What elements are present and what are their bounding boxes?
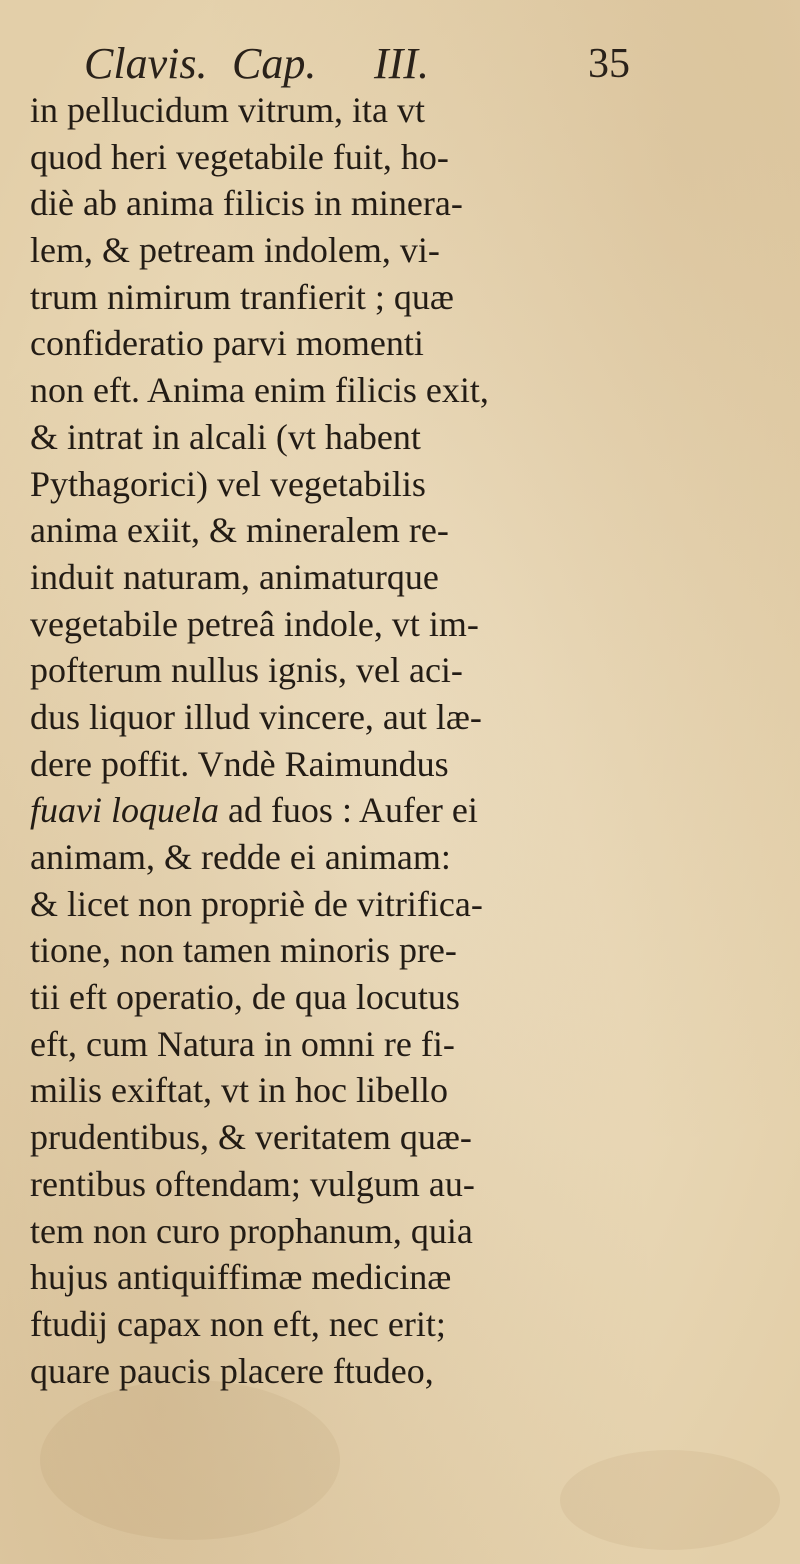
text-line: ftudij capax non eft, nec erit; xyxy=(30,1303,446,1344)
text-line: & licet non propriè de vitrifica- xyxy=(30,883,483,924)
text-line: lem, & petream indolem, vi- xyxy=(30,230,440,271)
page-number: 35 xyxy=(588,41,630,87)
text-line: in pellucidum vitrum, ita vt xyxy=(30,90,425,130)
text-line: milis exiftat, vt in hoc libello xyxy=(30,1070,448,1111)
text-line: dere poffit. Vndè Raimundus xyxy=(30,743,449,784)
paper-stain xyxy=(40,1380,340,1540)
text-line: rentibus oftendam; vulgum au- xyxy=(30,1163,475,1204)
text-line: trum nimirum tranfierit ; quæ xyxy=(30,276,454,317)
italic-phrase: fuavi loquela xyxy=(30,790,219,831)
text-line: confideratio parvi momenti xyxy=(30,323,424,364)
line-remainder: ad fuos : Aufer ei xyxy=(227,790,478,831)
text-line: anima exiit, & mineralem re- xyxy=(30,510,449,551)
text-line: diè ab anima filicis in minera- xyxy=(30,183,463,224)
text-line: dus liquor illud vincere, aut læ- xyxy=(30,696,482,737)
text-line: animam, & redde ei animam: xyxy=(30,837,451,877)
text-line: quare paucis placere ftudeo, xyxy=(30,1350,434,1391)
text-line: non eft. Anima enim filicis exit, xyxy=(30,370,489,411)
header-chapter-number: III. xyxy=(374,39,429,88)
text-line: tione, non tamen minoris pre- xyxy=(30,930,457,971)
text-line: Pythagorici) vel vegetabilis xyxy=(30,463,426,504)
text-line: hujus antiquiffimæ medicinæ xyxy=(30,1257,452,1298)
text-line: prudentibus, & veritatem quæ- xyxy=(30,1117,472,1158)
header-title: Clavis. xyxy=(84,39,208,88)
paper-stain xyxy=(560,1450,780,1550)
text-line: tii eft operatio, de qua locutus xyxy=(30,977,460,1018)
text-line: tem non curo prophanum, quia xyxy=(30,1210,473,1251)
text-line: induit naturam, animaturque xyxy=(30,556,439,597)
text-line xyxy=(30,787,790,834)
text-line: pofterum nullus ignis, vel aci- xyxy=(30,650,463,691)
text-line: eft, cum Natura in omni re fi- xyxy=(30,1023,455,1064)
text-line: & intrat in alcali (vt habent xyxy=(30,416,421,457)
text-line: quod heri vegetabile fuit, ho- xyxy=(30,136,449,177)
text-line: vegetabile petreâ indole, vt im- xyxy=(30,603,479,644)
body-text xyxy=(30,87,790,1394)
header-chapter: Cap. xyxy=(232,39,317,88)
